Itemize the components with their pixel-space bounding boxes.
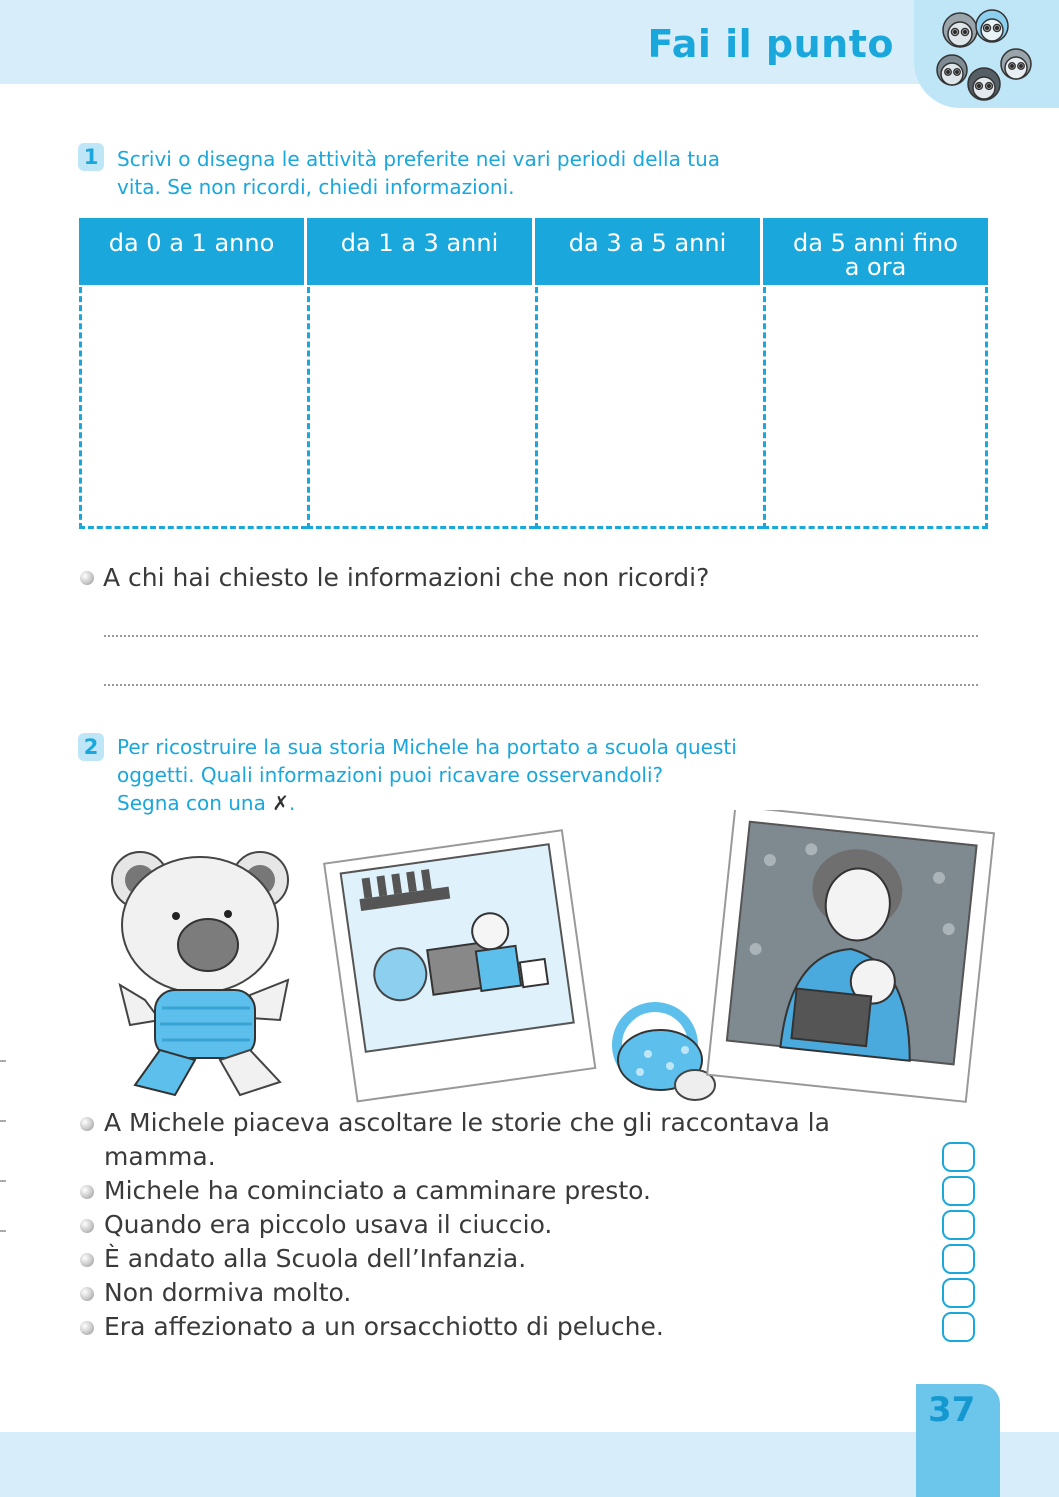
teddy-bear-icon — [112, 852, 288, 1095]
activities-table — [79, 218, 988, 530]
instruction-line: Per ricostruire la sua storia Michele ha portato a scuola questi — [117, 735, 737, 759]
photo-child-playing-icon — [324, 830, 595, 1101]
instruction-line: vita. Se non ricordi, chiedi informazioni. — [117, 175, 515, 199]
children-faces-icon — [930, 4, 1040, 109]
exercise-1-number: 1 — [78, 143, 104, 171]
table-answer-cell[interactable] — [763, 287, 988, 529]
statement-text: Non dormiva molto. — [104, 1278, 352, 1307]
list-item — [80, 1276, 880, 1310]
answer-line[interactable] — [104, 684, 978, 686]
statement-text: A Michele piaceva ascoltare le storie che gli raccontava la mamma. — [104, 1108, 830, 1171]
question-line — [80, 563, 709, 592]
table-answer-cell[interactable] — [79, 287, 307, 529]
instruction-line: oggetti. Quali informazioni puoi ricavare osservandoli? — [117, 763, 664, 787]
instruction-end: . — [288, 791, 296, 815]
page-edge-marks — [0, 1060, 8, 1240]
answer-line[interactable] — [104, 635, 978, 637]
table-header-cell: da 1 a 3 anni — [307, 218, 532, 285]
list-item — [80, 1174, 880, 1208]
bullet-icon — [80, 571, 94, 585]
list-item — [80, 1208, 880, 1242]
table-header-cell: da 0 a 1 anno — [79, 218, 304, 285]
statement-text: Quando era piccolo usava il ciuccio. — [104, 1210, 553, 1239]
checkbox[interactable] — [942, 1312, 975, 1342]
checkbox[interactable] — [942, 1210, 975, 1240]
checkbox[interactable] — [942, 1176, 975, 1206]
table-answer-cell[interactable] — [535, 287, 763, 529]
footer-band — [0, 1432, 1059, 1497]
table-answer-cell[interactable] — [307, 287, 535, 529]
statement-text: È andato alla Scuola dell’Infanzia. — [104, 1244, 527, 1273]
question-text: A chi hai chiesto le informazioni che non ricordi? — [103, 563, 710, 592]
list-item — [80, 1310, 880, 1344]
photo-mother-reading-icon — [707, 810, 994, 1102]
bullet-icon — [80, 1219, 94, 1233]
page-title: Fai il punto — [647, 22, 894, 66]
bullet-icon — [80, 1287, 94, 1301]
exercise-2-number: 2 — [78, 733, 104, 761]
instruction-line: Scrivi o disegna le attività preferite nei vari periodi della tua — [117, 147, 720, 171]
exercise-2-instruction — [117, 733, 737, 817]
bullet-icon — [80, 1185, 94, 1199]
page-number: 37 — [928, 1390, 976, 1430]
instruction-text: Segna con una — [117, 791, 266, 815]
list-item — [80, 1106, 880, 1174]
header-band — [0, 0, 1059, 84]
statement-text: Michele ha cominciato a camminare presto. — [104, 1176, 651, 1205]
checkbox[interactable] — [942, 1142, 975, 1172]
checkbox[interactable] — [942, 1244, 975, 1274]
table-header-cell: da 3 a 5 anni — [535, 218, 760, 285]
michele-objects-illustration — [100, 810, 1005, 1110]
bullet-icon — [80, 1117, 94, 1131]
checkbox[interactable] — [942, 1278, 975, 1308]
exercise-1-instruction — [117, 145, 720, 201]
bullet-icon — [80, 1253, 94, 1267]
answer-checkboxes — [942, 1142, 978, 1346]
table-header-cell: da 5 anni fino a ora — [763, 218, 988, 285]
pacifier-icon — [617, 1007, 715, 1100]
bullet-icon — [80, 1321, 94, 1335]
x-mark-icon: ✗ — [272, 791, 289, 815]
statements-list — [80, 1106, 880, 1344]
list-item — [80, 1242, 880, 1276]
statement-text: Era affezionato a un orsacchiotto di peluche. — [104, 1312, 664, 1341]
